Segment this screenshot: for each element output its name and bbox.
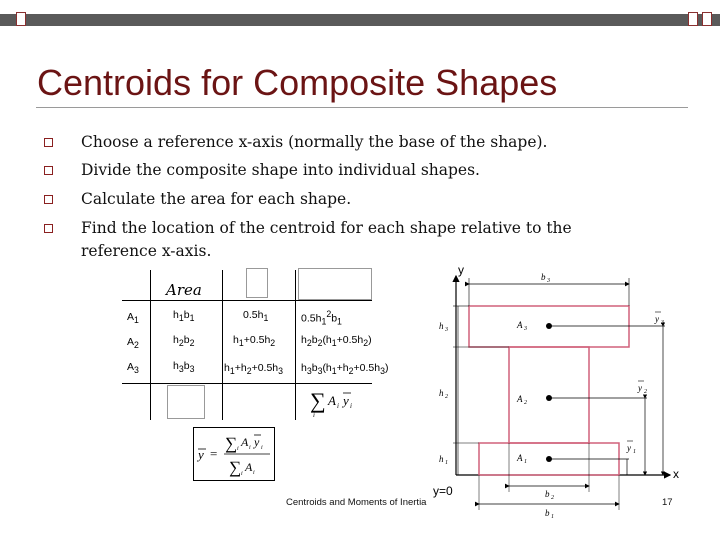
thumbnail <box>298 268 372 300</box>
svg-text:2: 2 <box>445 394 448 400</box>
svg-text:i: i <box>261 445 263 451</box>
svg-text:∑: ∑ <box>310 388 326 413</box>
svg-text:i: i <box>313 411 315 419</box>
centroid-value: $h_1+h_2+0.5h_3$ <box>224 362 284 377</box>
svg-text:h: h <box>439 321 444 331</box>
bullet-text: Choose a reference x-axis (normally the base of the shape). <box>81 133 548 151</box>
svg-text:b: b <box>541 272 546 282</box>
table-rule <box>122 300 372 301</box>
bullet-text: Divide the composite shape into individual shapes. <box>81 161 480 179</box>
svg-text:i: i <box>237 446 239 452</box>
thumbnail <box>167 385 205 419</box>
svg-text:A: A <box>328 393 336 408</box>
svg-text:1: 1 <box>633 449 636 455</box>
row-label: $A_3$ <box>127 361 139 376</box>
svg-text:i: i <box>337 402 339 410</box>
svg-text:b: b <box>545 489 550 499</box>
composite-shape-diagram <box>425 262 695 524</box>
footer-text: Centroids and Moments of Inertia <box>286 497 427 508</box>
svg-text:i: i <box>241 471 243 477</box>
svg-text:i: i <box>253 470 255 476</box>
svg-text:3: 3 <box>661 320 664 326</box>
svg-text:∑: ∑ <box>225 434 238 453</box>
product-value: $h_3b_3(h_1+h_2+0.5h_3)$ <box>301 362 389 377</box>
slide-title: Centroids for Composite Shapes <box>37 62 558 103</box>
bullet-icon <box>44 195 53 204</box>
title-divider <box>36 107 688 108</box>
centroid-value: $h_1+0.5h_2$ <box>233 334 276 349</box>
table-rule <box>222 270 223 420</box>
svg-text:i: i <box>249 445 251 451</box>
svg-text:h: h <box>439 388 444 398</box>
svg-text:b: b <box>545 508 550 518</box>
banner-stripe <box>0 14 720 26</box>
svg-text:A: A <box>245 460 253 474</box>
table-header-area: Area <box>166 281 202 299</box>
centroid-formula <box>193 427 275 481</box>
banner-square <box>16 12 26 26</box>
x-axis-label: x <box>673 467 679 481</box>
svg-text:A: A <box>517 320 523 330</box>
bullet-icon <box>44 224 53 233</box>
svg-text:1: 1 <box>445 460 448 466</box>
origin-label: y=0 <box>433 484 453 498</box>
table-rule <box>150 270 151 420</box>
table-rule <box>295 270 296 420</box>
row-label: $A_1$ <box>127 311 139 326</box>
svg-text:y: y <box>198 447 204 462</box>
bullet-icon <box>44 166 53 175</box>
product-value: $h_2b_2(h_1+0.5h_2)$ <box>301 334 372 349</box>
svg-text:y: y <box>627 443 631 453</box>
svg-text:y: y <box>655 314 659 324</box>
svg-text:3: 3 <box>445 327 448 333</box>
row-label: $A_2$ <box>127 336 139 351</box>
svg-text:1: 1 <box>524 459 527 465</box>
bullet-text: Find the location of the centroid for each shape relative to the <box>81 219 572 237</box>
banner-square <box>702 12 712 26</box>
svg-text:=: = <box>210 446 218 461</box>
y-axis-label: y <box>458 263 464 277</box>
area-value: $h_2b_2$ <box>173 334 195 349</box>
sum-expression <box>308 384 368 420</box>
svg-text:3: 3 <box>547 278 550 284</box>
svg-text:y: y <box>343 393 349 408</box>
banner-square <box>688 12 698 26</box>
page-number: 17 <box>662 497 673 508</box>
bullet-icon <box>44 138 53 147</box>
svg-text:y: y <box>254 435 260 449</box>
svg-text:3: 3 <box>524 326 527 332</box>
bullet-text: reference x-axis. <box>81 242 212 260</box>
svg-text:2: 2 <box>551 495 554 501</box>
svg-text:A: A <box>517 394 523 404</box>
svg-text:y: y <box>638 383 642 393</box>
svg-text:2: 2 <box>644 389 647 395</box>
svg-text:1: 1 <box>551 514 554 520</box>
svg-text:i: i <box>350 402 352 410</box>
svg-text:A: A <box>517 453 523 463</box>
svg-text:∑: ∑ <box>229 458 242 477</box>
bullet-text: Calculate the area for each shape. <box>81 190 352 208</box>
product-value: $0.5h_1^2b_1$ <box>301 309 342 327</box>
svg-text:h: h <box>439 454 444 464</box>
svg-text:2: 2 <box>524 400 527 406</box>
centroid-value: $0.5h_1$ <box>243 309 269 324</box>
thumbnail <box>246 268 268 298</box>
area-value: $h_1b_1$ <box>173 309 195 324</box>
svg-text:A: A <box>241 435 249 449</box>
area-value: $h_3b_3$ <box>173 360 195 375</box>
